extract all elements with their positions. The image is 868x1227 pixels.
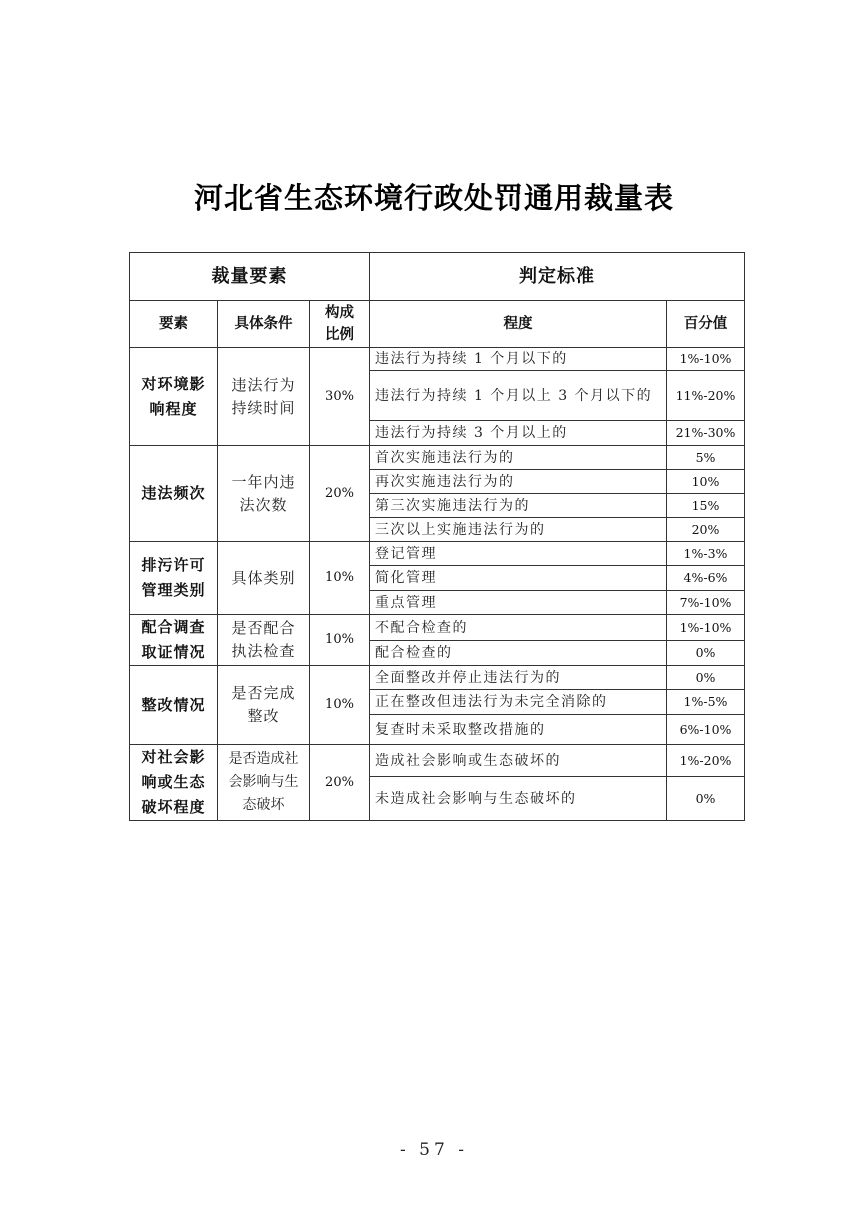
- column-header-row: [130, 301, 745, 348]
- percent-cell: 0%: [667, 666, 745, 690]
- group-header-criteria: 判定标准: [370, 253, 745, 301]
- percent-cell: 1%-5%: [667, 690, 745, 715]
- table-row: [130, 446, 745, 470]
- degree-cell: 正在整改但违法行为未完全消除的: [370, 690, 667, 715]
- percent-cell: 1%-20%: [667, 745, 745, 777]
- percent-cell: 15%: [667, 494, 745, 518]
- ratio-cell: 20%: [310, 745, 370, 821]
- degree-cell: 全面整改并停止违法行为的: [370, 666, 667, 690]
- element-cell: 对环境影响程度: [130, 348, 218, 446]
- element-cell: 对社会影响或生态破坏程度: [130, 745, 218, 821]
- group-header-elements: 裁量要素: [130, 253, 370, 301]
- degree-cell: 违法行为持续 1 个月以上 3 个月以下的: [370, 371, 667, 421]
- table-row: [130, 615, 745, 641]
- degree-cell: 违法行为持续 3 个月以上的: [370, 421, 667, 446]
- column-header-element: 要素: [130, 301, 218, 348]
- degree-cell: 配合检查的: [370, 641, 667, 666]
- degree-cell: 登记管理: [370, 542, 667, 566]
- condition-cell: 一年内违法次数: [218, 446, 310, 542]
- percent-cell: 6%-10%: [667, 715, 745, 745]
- degree-cell: 造成社会影响或生态破坏的: [370, 745, 667, 777]
- column-header-degree: 程度: [370, 301, 667, 348]
- degree-cell: 三次以上实施违法行为的: [370, 518, 667, 542]
- percent-cell: 7%-10%: [667, 591, 745, 615]
- percent-cell: 20%: [667, 518, 745, 542]
- degree-cell: 不配合检查的: [370, 615, 667, 641]
- degree-cell: 复查时未采取整改措施的: [370, 715, 667, 745]
- page-number: - 57 -: [400, 1140, 468, 1160]
- table-row: [130, 745, 745, 777]
- element-cell: 违法频次: [130, 446, 218, 542]
- degree-cell: 重点管理: [370, 591, 667, 615]
- document-title: 河北省生态环境行政处罚通用裁量表: [193, 181, 674, 215]
- degree-cell: 违法行为持续 1 个月以下的: [370, 348, 667, 371]
- condition-cell: 违法行为持续时间: [218, 348, 310, 446]
- percent-cell: 0%: [667, 641, 745, 666]
- group-header-row: [130, 253, 745, 301]
- percent-cell: 1%-10%: [667, 615, 745, 641]
- percent-cell: 4%-6%: [667, 566, 745, 591]
- ratio-cell: 10%: [310, 666, 370, 745]
- ratio-cell: 30%: [310, 348, 370, 446]
- degree-cell: 首次实施违法行为的: [370, 446, 667, 470]
- element-cell: 排污许可管理类别: [130, 542, 218, 615]
- degree-cell: 第三次实施违法行为的: [370, 494, 667, 518]
- percent-cell: 21%-30%: [667, 421, 745, 446]
- percent-cell: 11%-20%: [667, 371, 745, 421]
- table-row: [130, 542, 745, 566]
- percent-cell: 10%: [667, 470, 745, 494]
- element-cell: 配合调查取证情况: [130, 615, 218, 666]
- degree-cell: 简化管理: [370, 566, 667, 591]
- condition-cell: 具体类别: [218, 542, 310, 615]
- degree-cell: 再次实施违法行为的: [370, 470, 667, 494]
- table-row: [130, 666, 745, 690]
- ratio-cell: 10%: [310, 615, 370, 666]
- column-header-percent: 百分值: [667, 301, 745, 348]
- percent-cell: 1%-3%: [667, 542, 745, 566]
- ratio-cell: 20%: [310, 446, 370, 542]
- condition-cell: 是否完成整改: [218, 666, 310, 745]
- element-cell: 整改情况: [130, 666, 218, 745]
- percent-cell: 0%: [667, 777, 745, 821]
- degree-cell: 未造成社会影响与生态破坏的: [370, 777, 667, 821]
- percent-cell: 1%-10%: [667, 348, 745, 371]
- column-header-ratio: 构成比例: [310, 301, 370, 348]
- ratio-cell: 10%: [310, 542, 370, 615]
- condition-cell: 是否造成社会影响与生态破坏: [218, 745, 310, 821]
- condition-cell: 是否配合执法检查: [218, 615, 310, 666]
- percent-cell: 5%: [667, 446, 745, 470]
- column-header-condition: 具体条件: [218, 301, 310, 348]
- table-row: [130, 348, 745, 371]
- discretion-table: [129, 252, 745, 821]
